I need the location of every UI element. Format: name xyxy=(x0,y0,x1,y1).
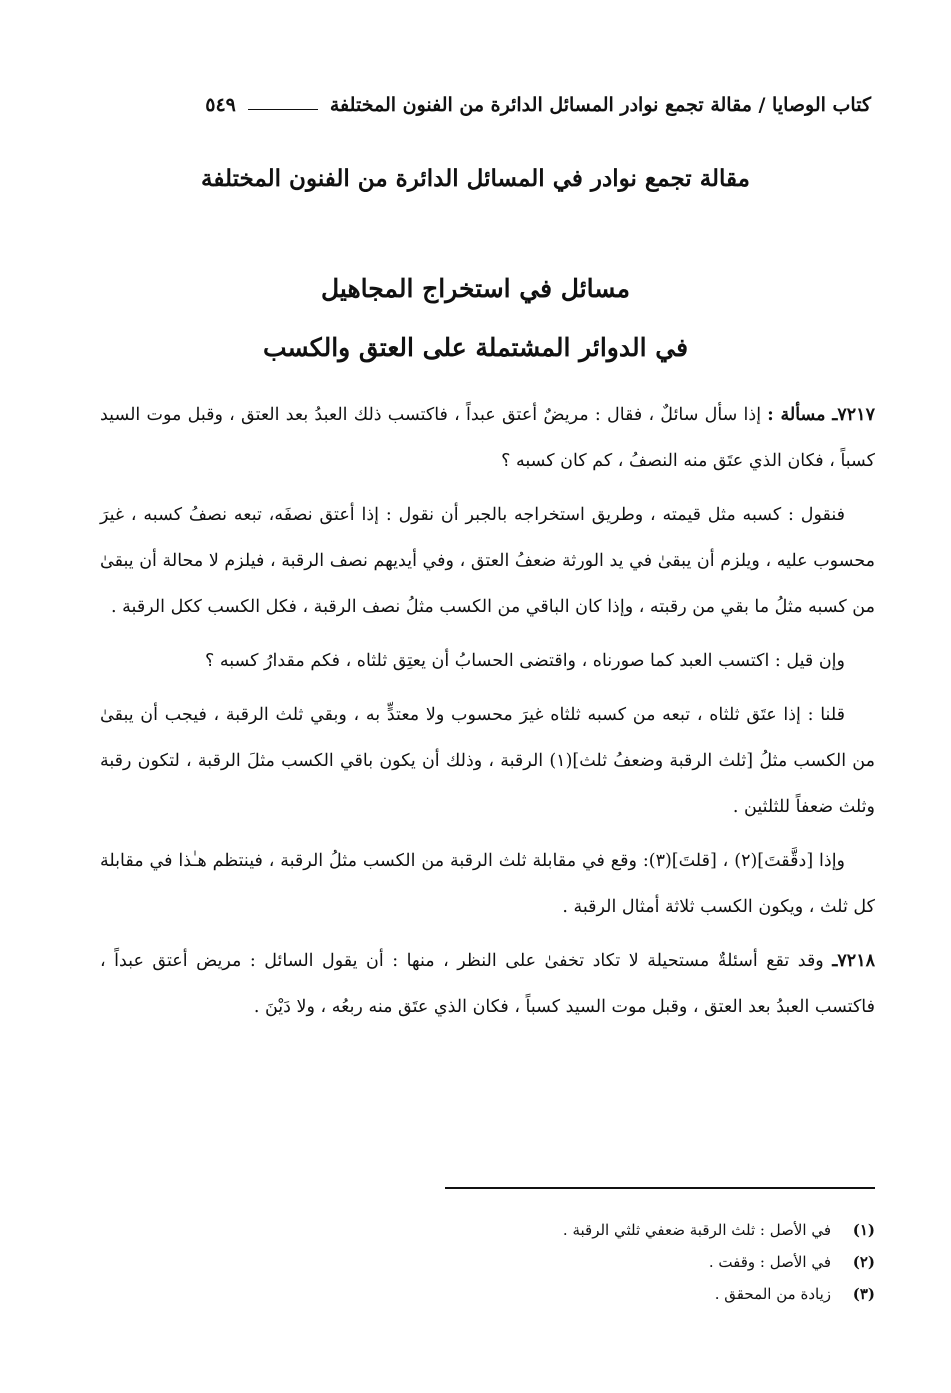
footnote xyxy=(100,1246,875,1278)
footnote-number: (٢) xyxy=(852,1253,875,1271)
section-heading-line-1: مسائل في استخراج المجاهيل xyxy=(321,274,630,303)
paragraph-text: إذا سأل سائلٌ ، فقال : مريضٌ أعتق عبداً ، فاكتسب ذلك العبدُ بعد العتق ، وقبل موت السيد كسباً ، فكان الذي عتَق منه النصفُ ، كم كان كسبه ؟ xyxy=(100,405,875,471)
footnote-number: (١) xyxy=(852,1221,875,1239)
running-head-title: كتاب الوصايا / مقالة تجمع نوادر المسائل الدائرة من الفنون المختلفة xyxy=(329,94,871,116)
page-number: ٥٤٩ xyxy=(205,94,236,116)
paragraph-text: قلنا : إذا عتَق ثلثاه ، تبعه من كسبه ثلثاه غيرَ محسوب ولا معتدٍّ به ، وبقي ثلث الرقبة ، فيجب أن يبقىٰ من الكسب مثلُ [ثلث الرقبة وضعفُ ثلث](١) الرقبة ، وذلك أن يكون باقي الكسب مثلَ الرقبة ، لتكون رقبة وثلث ضعفاً للثلثين . xyxy=(100,705,875,817)
issue-number-label: ٧٢١٧ـ مسألة : xyxy=(767,405,875,425)
footnote-text: في الأصل : وقفت . xyxy=(708,1253,831,1271)
footnote-text: في الأصل : ثلث الرقبة ضعفي ثلثي الرقبة . xyxy=(562,1221,831,1239)
paragraph-text: فنقول : كسبه مثل قيمته ، وطريق استخراجه بالجبر أن نقول : إذا أعتق نصفَه، تبعه نصفُ كسبه ، غيرَ محسوب عليه ، ويلزم أن يبقىٰ في يد الورثة ضعفُ العتق ، وفي أيديهم نصف الرقبة ، فيلزم لا محالة أن يبقىٰ من كسبه مثلُ ما بقي من رقبته ، وإذا كان الباقي من الكسب مثلُ نصف الرقبة ، فكل الكسب ككل الرقبة . xyxy=(100,505,875,617)
paragraph-issue-7218 xyxy=(100,938,875,1030)
paragraph-text: وإن قيل : اكتسب العبد كما صورناه ، واقتضى الحسابُ أن يعتِق ثلثاه ، فكم مقدارُ كسبه ؟ xyxy=(205,651,845,671)
body-text xyxy=(100,392,875,1038)
paragraph xyxy=(100,692,875,830)
footnotes xyxy=(100,1214,875,1310)
footnote-separator xyxy=(445,1187,875,1189)
footnote-number: (٣) xyxy=(852,1285,875,1303)
paragraph xyxy=(100,638,875,684)
running-head xyxy=(110,88,871,122)
paragraph xyxy=(100,492,875,630)
footnote xyxy=(100,1214,875,1246)
footnote xyxy=(100,1278,875,1310)
paragraph xyxy=(100,838,875,930)
article-heading: مقالة تجمع نوادر في المسائل الدائرة من الفنون المختلفة xyxy=(200,165,750,192)
section-heading-line-2: في الدوائر المشتملة على العتق والكسب xyxy=(262,333,689,362)
paragraph-issue-7217 xyxy=(100,392,875,484)
paragraph-text: وقد تقع أسئلةٌ مستحيلة لا تكاد تخفىٰ على النظر ، منها : أن يقول السائل : مريض أعتق عبداً ، فاكتسب العبدُ بعد العتق ، وقبل موت السيد كسباً ، فكان الذي عتَق منه ربعُه ، ولا دَيْنَ . xyxy=(100,951,875,1017)
issue-number-label: ٧٢١٨ـ xyxy=(832,951,875,971)
paragraph-text: وإذا [دقَّقتَ](٢) ، [قلتَ](٣): وقع في مقابلة ثلث الرقبة من الكسب مثلُ الرقبة ، فينتظم هـٰذا في مقابلة كل ثلث ، ويكون الكسب ثلاثة أمثال الرقبة . xyxy=(100,851,875,917)
running-head-rule xyxy=(248,109,318,110)
footnote-text: زيادة من المحقق . xyxy=(714,1285,831,1303)
